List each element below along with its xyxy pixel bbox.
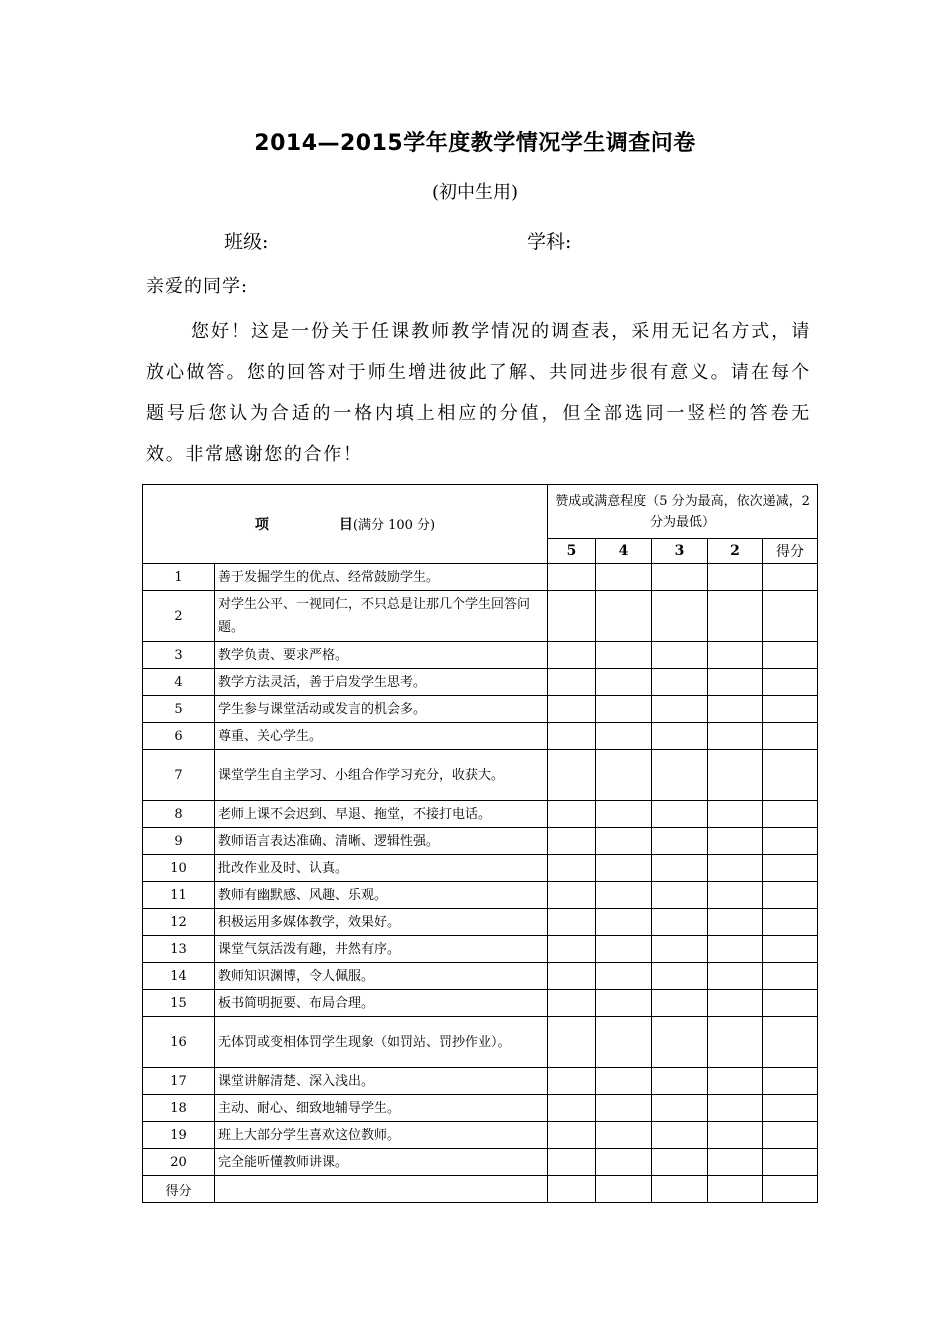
score-cell-total[interactable]	[763, 855, 818, 882]
total-score-cell[interactable]	[763, 1176, 818, 1203]
score-cell-total[interactable]	[763, 882, 818, 909]
table-row	[143, 990, 818, 1017]
item-text: 课堂学生自主学习、小组合作学习充分，收获大。	[215, 750, 548, 801]
score-cell-5[interactable]	[548, 990, 596, 1017]
item-text: 老师上课不会迟到、早退、拖堂，不接打电话。	[215, 801, 548, 828]
score-cell-total[interactable]	[763, 1017, 818, 1068]
score-cell-2[interactable]	[708, 642, 763, 669]
score-cell-total[interactable]	[763, 963, 818, 990]
subject-field-label: 学科:	[527, 231, 572, 253]
score-cell-4[interactable]	[596, 801, 652, 828]
score-cell-3[interactable]	[652, 564, 708, 591]
score-cell-2[interactable]	[708, 1017, 763, 1068]
score-cell-4[interactable]	[596, 1149, 652, 1176]
item-text: 主动、耐心、细致地辅导学生。	[215, 1095, 548, 1122]
score-cell-4[interactable]	[596, 1017, 652, 1068]
table-row	[143, 1149, 818, 1176]
item-text: 教师有幽默感、风趣、乐观。	[215, 882, 548, 909]
score-cell-4[interactable]	[596, 591, 652, 642]
project-header	[143, 485, 548, 564]
total-score-cell[interactable]	[548, 1176, 596, 1203]
total-score-cell[interactable]	[652, 1176, 708, 1203]
score-cell-3[interactable]	[652, 801, 708, 828]
score-cell-total[interactable]	[763, 1122, 818, 1149]
score-cell-5[interactable]	[548, 564, 596, 591]
score-col-4: 4	[596, 539, 652, 564]
item-text: 教师语言表达准确、清晰、逻辑性强。	[215, 828, 548, 855]
table-row	[143, 963, 818, 990]
score-cell-2[interactable]	[708, 801, 763, 828]
score-cell-3[interactable]	[652, 828, 708, 855]
score-cell-4[interactable]	[596, 1068, 652, 1095]
score-col-3: 3	[652, 539, 708, 564]
score-cell-2[interactable]	[708, 909, 763, 936]
score-cell-2[interactable]	[708, 750, 763, 801]
score-cell-3[interactable]	[652, 1149, 708, 1176]
item-text: 教学方法灵活，善于启发学生思考。	[215, 669, 548, 696]
table-row	[143, 882, 818, 909]
item-number: 8	[143, 801, 215, 828]
score-cell-4[interactable]	[596, 1122, 652, 1149]
score-cell-total[interactable]	[763, 564, 818, 591]
score-cell-4[interactable]	[596, 1095, 652, 1122]
score-cell-2[interactable]	[708, 936, 763, 963]
item-number: 5	[143, 696, 215, 723]
score-cell-5[interactable]	[548, 828, 596, 855]
item-text: 批改作业及时、认真。	[215, 855, 548, 882]
table-row	[143, 669, 818, 696]
item-text: 对学生公平、一视同仁，不只总是让那几个学生回答问题。	[215, 591, 548, 642]
item-number: 1	[143, 564, 215, 591]
score-cell-3[interactable]	[652, 669, 708, 696]
item-number: 14	[143, 963, 215, 990]
score-cell-total[interactable]	[763, 909, 818, 936]
score-cell-5[interactable]	[548, 855, 596, 882]
score-col-2: 2	[708, 539, 763, 564]
table-row	[143, 1068, 818, 1095]
score-cell-total[interactable]	[763, 642, 818, 669]
score-cell-5[interactable]	[548, 1068, 596, 1095]
table-row	[143, 801, 818, 828]
table-row	[143, 750, 818, 801]
item-number: 4	[143, 669, 215, 696]
item-number: 10	[143, 855, 215, 882]
score-cell-4[interactable]	[596, 564, 652, 591]
table-row	[143, 564, 818, 591]
page-title: 2014—2015学年度教学情况学生调查问卷	[254, 131, 696, 156]
item-text: 完全能听懂教师讲课。	[215, 1149, 548, 1176]
total-score-cell[interactable]	[708, 1176, 763, 1203]
class-field-label: 班级:	[224, 231, 269, 253]
score-cell-3[interactable]	[652, 591, 708, 642]
item-text: 班上大部分学生喜欢这位教师。	[215, 1122, 548, 1149]
item-number: 16	[143, 1017, 215, 1068]
table-row	[143, 723, 818, 750]
item-text: 板书简明扼要、布局合理。	[215, 990, 548, 1017]
score-cell-5[interactable]	[548, 1149, 596, 1176]
total-blank-cell[interactable]	[215, 1176, 548, 1203]
table-row	[143, 828, 818, 855]
score-cell-5[interactable]	[548, 801, 596, 828]
score-col-5: 5	[548, 539, 596, 564]
score-cell-5[interactable]	[548, 750, 596, 801]
score-cell-total[interactable]	[763, 936, 818, 963]
score-cell-2[interactable]	[708, 591, 763, 642]
score-cell-2[interactable]	[708, 1122, 763, 1149]
score-cell-4[interactable]	[596, 828, 652, 855]
score-cell-5[interactable]	[548, 591, 596, 642]
score-cell-total[interactable]	[763, 828, 818, 855]
project-header-char-2: 目	[338, 517, 353, 533]
table-row	[143, 591, 818, 642]
score-cell-5[interactable]	[548, 1122, 596, 1149]
item-text: 课堂气氛活泼有趣，井然有序。	[215, 936, 548, 963]
score-cell-4[interactable]	[596, 750, 652, 801]
score-cell-2[interactable]	[708, 669, 763, 696]
score-cell-3[interactable]	[652, 696, 708, 723]
item-number: 6	[143, 723, 215, 750]
item-number: 20	[143, 1149, 215, 1176]
score-cell-5[interactable]	[548, 1017, 596, 1068]
table-row	[143, 1122, 818, 1149]
score-cell-total[interactable]	[763, 1149, 818, 1176]
score-col-total: 得分	[763, 539, 818, 564]
item-text: 学生参与课堂活动或发言的机会多。	[215, 696, 548, 723]
item-text: 善于发掘学生的优点、经常鼓励学生。	[215, 564, 548, 591]
item-number: 13	[143, 936, 215, 963]
score-cell-4[interactable]	[596, 882, 652, 909]
score-cell-3[interactable]	[652, 990, 708, 1017]
score-cell-4[interactable]	[596, 963, 652, 990]
score-cell-total[interactable]	[763, 750, 818, 801]
item-number: 19	[143, 1122, 215, 1149]
score-cell-total[interactable]	[763, 990, 818, 1017]
project-header-char-1: 项	[254, 517, 269, 533]
score-cell-3[interactable]	[652, 723, 708, 750]
score-cell-4[interactable]	[596, 669, 652, 696]
score-cell-3[interactable]	[652, 1095, 708, 1122]
score-cell-3[interactable]	[652, 936, 708, 963]
item-text: 教学负责、要求严格。	[215, 642, 548, 669]
item-number: 15	[143, 990, 215, 1017]
score-cell-5[interactable]	[548, 642, 596, 669]
item-text: 无体罚或变相体罚学生现象（如罚站、罚抄作业）。	[215, 1017, 548, 1068]
score-cell-3[interactable]	[652, 963, 708, 990]
score-cell-total[interactable]	[763, 696, 818, 723]
score-cell-3[interactable]	[652, 1068, 708, 1095]
score-cell-4[interactable]	[596, 855, 652, 882]
score-cell-total[interactable]	[763, 591, 818, 642]
item-number: 9	[143, 828, 215, 855]
score-cell-2[interactable]	[708, 696, 763, 723]
item-text: 尊重、关心学生。	[215, 723, 548, 750]
score-cell-3[interactable]	[652, 642, 708, 669]
score-cell-3[interactable]	[652, 855, 708, 882]
score-cell-total[interactable]	[763, 1068, 818, 1095]
score-cell-3[interactable]	[652, 909, 708, 936]
score-cell-2[interactable]	[708, 963, 763, 990]
total-label: 得分	[143, 1176, 215, 1203]
table-row	[143, 936, 818, 963]
score-cell-2[interactable]	[708, 1068, 763, 1095]
score-cell-total[interactable]	[763, 669, 818, 696]
score-cell-3[interactable]	[652, 750, 708, 801]
score-cell-3[interactable]	[652, 1017, 708, 1068]
score-cell-5[interactable]	[548, 909, 596, 936]
score-cell-2[interactable]	[708, 723, 763, 750]
table-row	[143, 642, 818, 669]
total-row	[143, 1176, 818, 1203]
score-cell-5[interactable]	[548, 963, 596, 990]
score-cell-3[interactable]	[652, 882, 708, 909]
score-cell-5[interactable]	[548, 696, 596, 723]
score-cell-total[interactable]	[763, 801, 818, 828]
score-cell-2[interactable]	[708, 855, 763, 882]
score-cell-4[interactable]	[596, 936, 652, 963]
greeting: 亲爱的同学:	[146, 276, 249, 297]
score-cell-4[interactable]	[596, 723, 652, 750]
item-number: 3	[143, 642, 215, 669]
item-text: 积极运用多媒体教学，效果好。	[215, 909, 548, 936]
table-row	[143, 909, 818, 936]
survey-table	[142, 484, 818, 1203]
item-text: 教师知识渊博，令人佩服。	[215, 963, 548, 990]
score-cell-4[interactable]	[596, 909, 652, 936]
score-cell-total[interactable]	[763, 723, 818, 750]
score-cell-4[interactable]	[596, 642, 652, 669]
score-cell-5[interactable]	[548, 936, 596, 963]
score-cell-2[interactable]	[708, 1149, 763, 1176]
score-cell-2[interactable]	[708, 828, 763, 855]
item-number: 18	[143, 1095, 215, 1122]
scale-header: 赞成或满意程度（5 分为最高，依次递减，2 分为最低）	[548, 485, 818, 539]
score-cell-5[interactable]	[548, 723, 596, 750]
score-cell-3[interactable]	[652, 1122, 708, 1149]
score-cell-2[interactable]	[708, 882, 763, 909]
item-number: 11	[143, 882, 215, 909]
score-cell-2[interactable]	[708, 990, 763, 1017]
score-cell-2[interactable]	[708, 564, 763, 591]
table-row	[143, 696, 818, 723]
item-number: 7	[143, 750, 215, 801]
table-row	[143, 1095, 818, 1122]
item-number: 17	[143, 1068, 215, 1095]
score-cell-2[interactable]	[708, 1095, 763, 1122]
item-number: 2	[143, 591, 215, 642]
table-row	[143, 1017, 818, 1068]
page-subtitle: (初中生用)	[431, 182, 519, 203]
total-score-cell[interactable]	[596, 1176, 652, 1203]
score-cell-5[interactable]	[548, 669, 596, 696]
score-cell-4[interactable]	[596, 990, 652, 1017]
project-header-note: (满分 100 分)	[352, 518, 436, 533]
item-number: 12	[143, 909, 215, 936]
score-cell-5[interactable]	[548, 1095, 596, 1122]
item-text: 课堂讲解清楚、深入浅出。	[215, 1068, 548, 1095]
score-cell-4[interactable]	[596, 696, 652, 723]
intro-paragraph: 您好！这是一份关于任课教师教学情况的调查表，采用无记名方式，请放心做答。您的回答对于师生增进彼此了解、共同进步很有意义。请在每个题号后您认为合适的一格内填上相应的分值，但全部选同一竖栏的答卷无效。非常感谢您的合作！	[146, 321, 811, 465]
table-row	[143, 855, 818, 882]
score-cell-5[interactable]	[548, 882, 596, 909]
score-cell-total[interactable]	[763, 1095, 818, 1122]
